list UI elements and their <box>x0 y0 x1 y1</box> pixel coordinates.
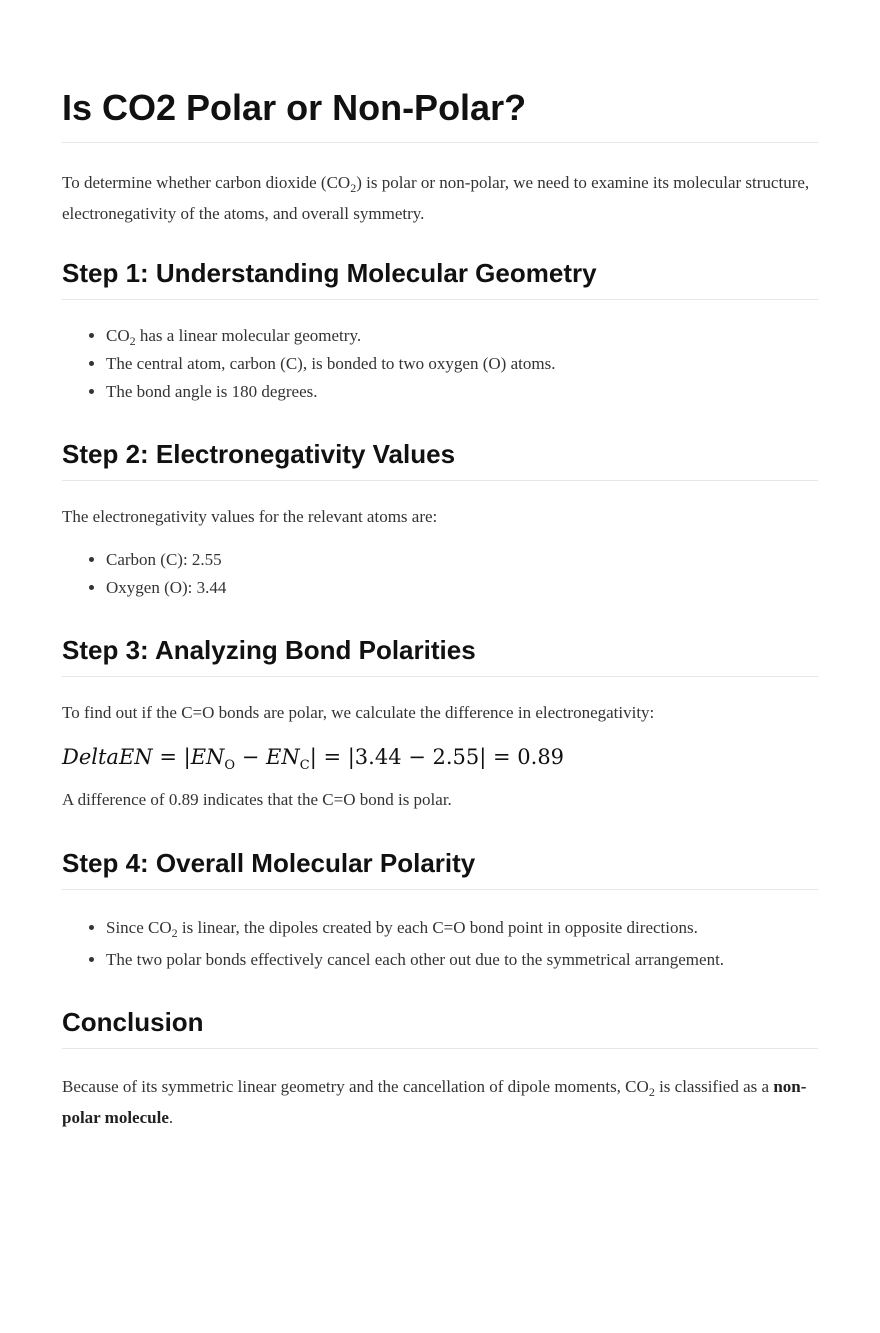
list-item: • The central atom, carbon (C), is bonded to two oxygen (O) atoms. <box>106 350 818 378</box>
step2-paragraph: The electronegativity values for the relevant atoms are: <box>62 507 438 526</box>
step3-paragraph: To find out if the C=O bonds are polar, we calculate the difference in electronegativity: <box>62 703 655 722</box>
conclusion-heading: Conclusion <box>62 1006 818 1049</box>
list-item: • Since $CO_2$ is linear, the dipoles created by each C=O bond point in opposite directions. <box>106 912 818 944</box>
step4-heading: Step 4: Overall Molecular Polarity <box>62 847 818 890</box>
step1-heading: Step 1: Understanding Molecular Geometry <box>62 257 818 300</box>
list-item: • Oxygen (O): 3.44 <box>106 574 818 602</box>
list-item: • Carbon (C): 2.55 <box>106 546 818 574</box>
step3-heading: Step 3: Analyzing Bond Polarities <box>62 634 818 677</box>
non-polar-emphasis: non-polar molecule <box>62 1077 807 1127</box>
page-title: Is CO2 Polar or Non-Polar? <box>62 88 818 143</box>
list-item: • $CO_2$ has a linear molecular geometry. <box>106 322 818 350</box>
step2-list <box>62 546 818 602</box>
list-item: • The bond angle is 180 degrees. <box>106 378 818 406</box>
electronegativity-formula: DeltaEN = $|EN_O - EN_C| = |3.44 - 2.55| = 0.89$ <box>62 745 565 773</box>
intro-paragraph: To determine whether carbon dioxide $(CO_2)$ is polar or non-polar, we need to examine its molecular structure, electronegativity of the atoms, and overall symmetry. <box>62 173 810 223</box>
step2-heading: Step 2: Electronegativity Values <box>62 438 818 481</box>
step4-list <box>62 912 818 976</box>
conclusion-paragraph: Because of its symmetric linear geometry and the cancellation of dipole moments, $CO_2$ is classified as a non-polar molecule. <box>62 1077 807 1127</box>
step3-result: A difference of 0.89 indicates that the C=O bond is polar. <box>62 790 452 809</box>
list-item: • The two polar bonds effectively cancel each other out due to the symmetrical arrangement. <box>106 944 818 976</box>
step1-list <box>62 322 818 406</box>
